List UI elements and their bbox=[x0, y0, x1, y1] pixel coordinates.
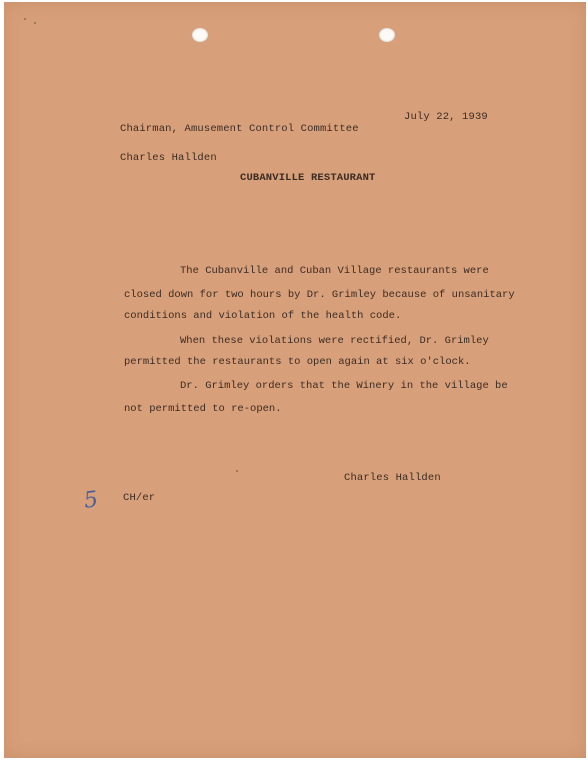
typist-initials: CH/er bbox=[123, 492, 156, 504]
paper-speck bbox=[24, 18, 26, 20]
letter-date: July 22, 1939 bbox=[404, 111, 488, 123]
paper-speck bbox=[34, 22, 36, 24]
recipient-line: Chairman, Amusement Control Committee bbox=[120, 123, 359, 135]
body-line: When these violations were rectified, Dr. Grimley bbox=[180, 335, 489, 347]
handwritten-number: 5 bbox=[82, 487, 100, 514]
body-line: not permitted to re-open. bbox=[124, 403, 282, 415]
body-line: conditions and violation of the health code. bbox=[124, 310, 402, 322]
punch-hole bbox=[192, 28, 208, 42]
body-line: permitted the restaurants to open again at six o'clock. bbox=[124, 356, 471, 368]
body-line: closed down for two hours by Dr. Grimley because of unsanitary bbox=[124, 289, 515, 301]
document-page bbox=[4, 2, 586, 758]
signature: Charles Hallden bbox=[344, 472, 441, 484]
body-line: Dr. Grimley orders that the Winery in the village be bbox=[180, 380, 508, 392]
punch-hole bbox=[379, 28, 395, 42]
body-line: The Cubanville and Cuban Village restaurants were bbox=[180, 265, 489, 277]
sender-line: Charles Hallden bbox=[120, 152, 217, 164]
paper-speck bbox=[236, 470, 238, 472]
subject-heading: CUBANVILLE RESTAURANT bbox=[240, 172, 376, 184]
